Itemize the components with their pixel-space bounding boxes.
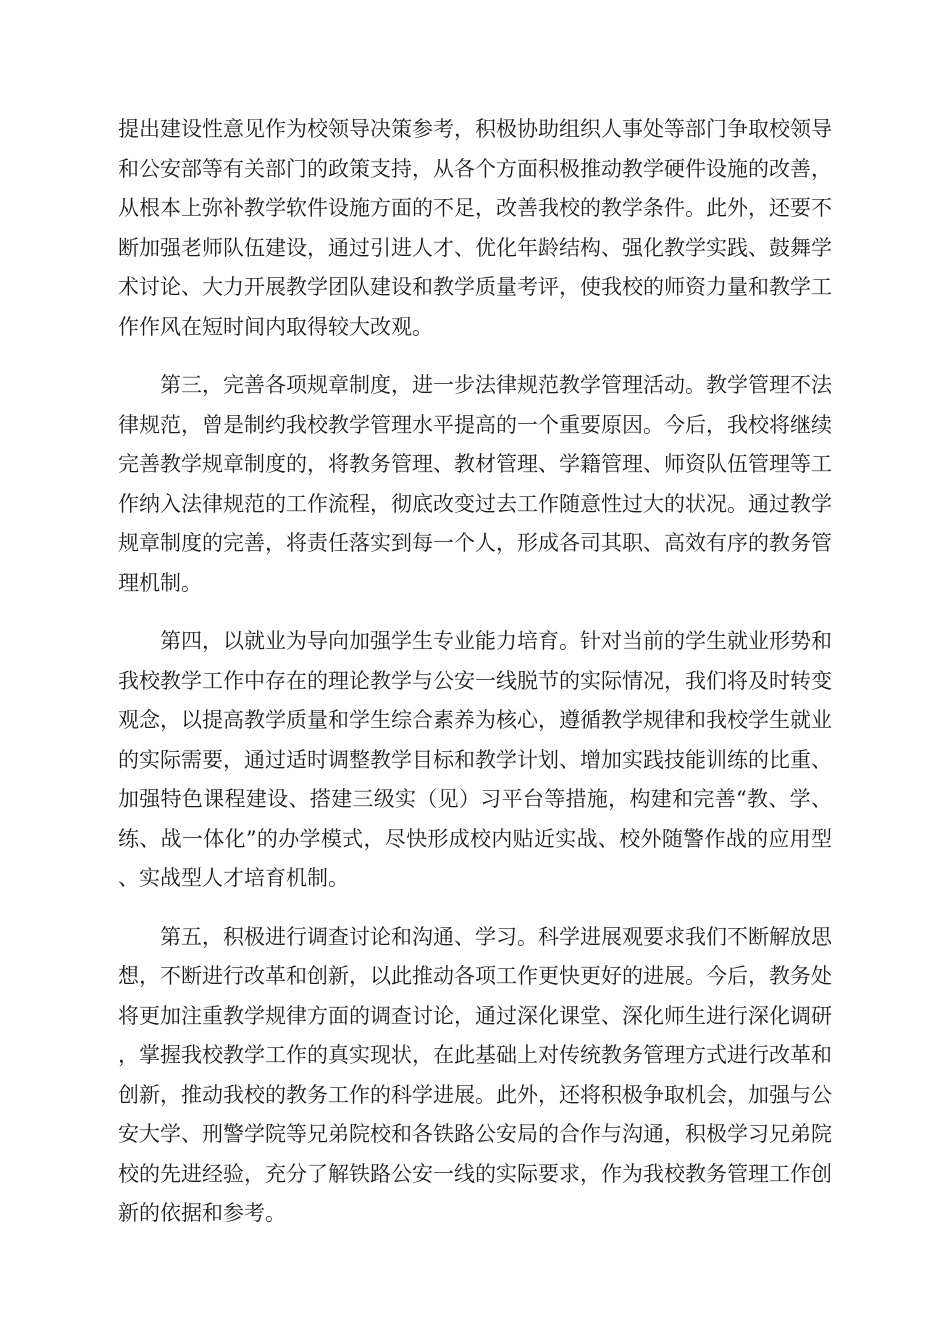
paragraph-fifth-point: 第五，积极进行调查讨论和沟通、学习。科学进展观要求我们不断解放思想，不断进行改革和创新，以此推动各项工作更快更好的进展。今后，教务处将更加注重教学规律方面的调查讨论，通过深化课堂、深化师生进行深化调研，掌握我校教学工作的真实现状，在此基础上对传统教务管理方式进行改革和创新，推动我校的教务工作的科学进展。此外，还将积极争取机会，加强与公安大学、刑警学院等兄弟院校和各铁路公安局的合作与沟通，积极学习兄弟院校的先进经验，充分了解铁路公安一线的实际要求，作为我校教务管理工作创新的依据和参考。 — [118, 924, 832, 1225]
paragraph-continuation: 提出建设性意见作为校领导决策参考，积极协助组织人事处等部门争取校领导和公安部等有关部门的政策支持，从各个方面积极推动教学硬件设施的改善，从根本上弥补教学软件设施方面的不足，改善我校的教学条件。此外，还要不断加强老师队伍建设，通过引进人才、优化年龄结构、强化教学实践、鼓舞学术讨论、大力开展教学团队建设和教学质量考评，使我校的师资力量和教学工作作风在短时间内取得较大改观。 — [118, 117, 832, 339]
paragraph-fourth-point: 第四，以就业为导向加强学生专业能力培育。针对当前的学生就业形势和我校教学工作中存在的理论教学与公安一线脱节的实际情况，我们将及时转变观念，以提高教学质量和学生综合素养为核心，遵循教学规律和我校学生就业的实际需要，通过适时调整教学目标和教学计划、增加实践技能训练的比重、加强特色课程建设、搭建三级实（见）习平台等措施，构建和完善“教、学、练、战一体化”的办学模式，尽快形成校内贴近实战、校外随警作战的应用型、实战型人才培育机制。 — [118, 629, 832, 890]
document-body — [118, 110, 832, 1253]
paragraph-third-point: 第三，完善各项规章制度，进一步法律规范教学管理活动。教学管理不法律规范，曾是制约我校教学管理水平提高的一个重要原因。今后，我校将继续完善教学规章制度的，将教务管理、教材管理、学籍管理、师资队伍管理等工作纳入法律规范的工作流程，彻底改变过去工作随意性过大的状况。通过教学规章制度的完善，将责任落实到每一个人，形成各司其职、高效有序的教务管理机制。 — [118, 373, 832, 595]
